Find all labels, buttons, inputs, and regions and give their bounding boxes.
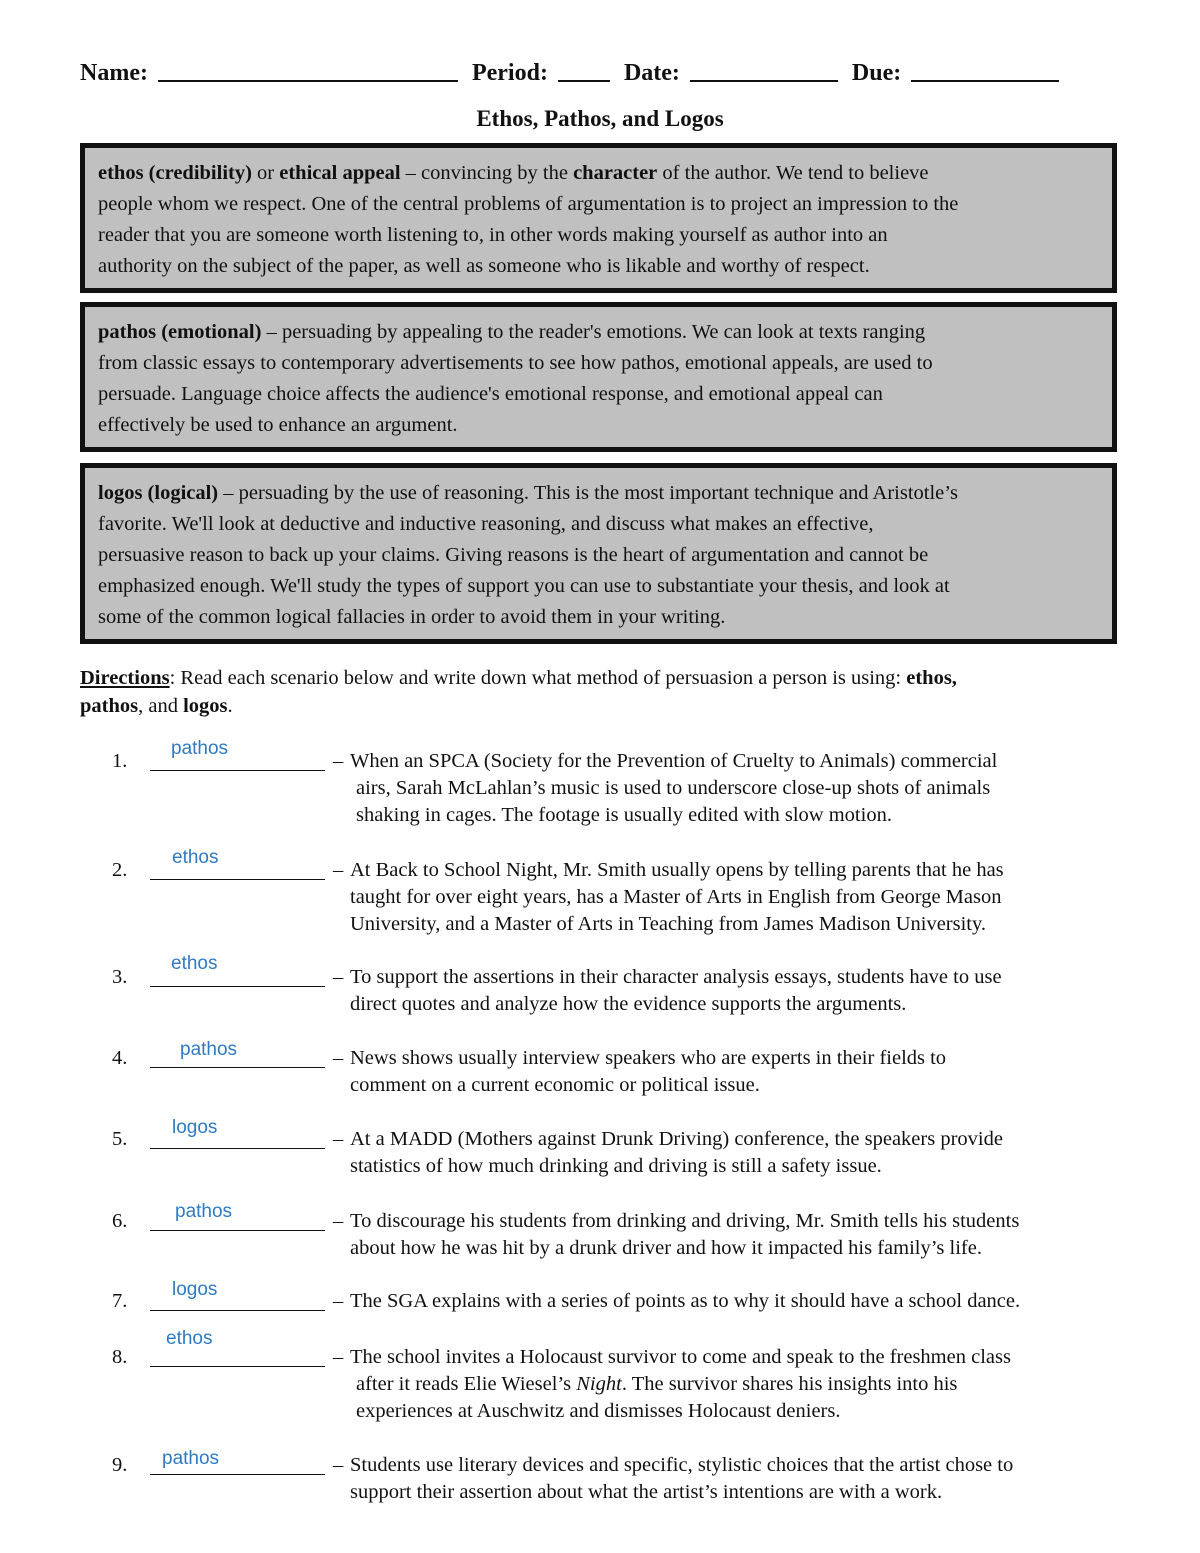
answer-1[interactable]: pathos xyxy=(171,738,229,759)
scenario-line: Students use literary devices and specific, stylistic choices that the artist chose to xyxy=(350,1454,1014,1476)
ethos-line-1: of the author. We tend to believe xyxy=(657,162,929,184)
scenario-line: taught for over eight years, has a Master of Arts in English from George Mason xyxy=(350,886,1002,908)
ethos-term: ethos (credibility) xyxy=(98,162,252,184)
scenario-line: direct quotes and analyze how the evidence supports the arguments. xyxy=(350,993,907,1015)
item-number: 5. xyxy=(112,1128,128,1150)
period-field[interactable] xyxy=(558,58,610,82)
header-fields xyxy=(80,58,1120,87)
date-field[interactable] xyxy=(690,58,838,82)
answer-blank[interactable] xyxy=(150,1454,325,1475)
directions-logos: logos xyxy=(183,695,228,717)
pathos-definition-box xyxy=(80,302,1117,452)
answer-blank[interactable] xyxy=(150,1290,325,1311)
answer-8[interactable]: ethos xyxy=(166,1328,213,1349)
book-title: Night xyxy=(576,1373,622,1395)
scenario-line: To support the assertions in their character analysis essays, students have to use xyxy=(350,966,1002,988)
dash: – xyxy=(333,859,344,881)
scenario-line: University, and a Master of Arts in Teaching from James Madison University. xyxy=(350,913,987,935)
scenario-text xyxy=(350,964,1140,1018)
scenario-line: At a MADD (Mothers against Drunk Driving) conference, the speakers provide xyxy=(350,1128,1003,1150)
due-label: Due: xyxy=(851,60,902,86)
scenario-line: To discourage his students from drinking and driving, Mr. Smith tells his students xyxy=(350,1210,1020,1232)
scenario-line: The school invites a Holocaust survivor to come and speak to the freshmen class xyxy=(350,1346,1011,1368)
logos-line-5: some of the common logical fallacies in order to avoid them in your writing. xyxy=(98,606,726,628)
logos-line-4: emphasized enough. We'll study the types of support you can use to substantiate your thesis, and look at xyxy=(98,575,950,597)
dash: – xyxy=(333,1346,344,1368)
pathos-line-3: persuade. Language choice affects the audience's emotional response, and emotional appeal can xyxy=(98,383,883,405)
pathos-line-1: – persuading by appealing to the reader's emotions. We can look at texts ranging xyxy=(261,321,926,343)
item-number: 6. xyxy=(112,1210,128,1232)
dash: – xyxy=(333,966,344,988)
item-number: 3. xyxy=(112,966,128,988)
scenario-line: airs, Sarah McLahlan’s music is used to underscore close-up shots of animals xyxy=(356,777,991,799)
scenario-line: News shows usually interview speakers who are experts in their fields to xyxy=(350,1047,947,1069)
name-label: Name: xyxy=(80,60,148,86)
date-label: Date: xyxy=(623,60,680,86)
answer-blank[interactable] xyxy=(150,859,325,880)
pathos-line-2: from classic essays to contemporary advertisements to see how pathos, emotional appeals, are used to xyxy=(98,352,933,374)
scenario-text xyxy=(350,1288,1140,1315)
page-title: Ethos, Pathos, and Logos xyxy=(476,106,724,131)
answer-9[interactable]: pathos xyxy=(162,1448,220,1469)
dash: – xyxy=(333,1047,344,1069)
logos-line-2: favorite. We'll look at deductive and inductive reasoning, and discuss what makes an effective, xyxy=(98,513,874,535)
item-number: 8. xyxy=(112,1346,128,1368)
scenario-line: At Back to School Night, Mr. Smith usually opens by telling parents that he has xyxy=(350,859,1004,881)
scenario-line-part: after it reads Elie Wiesel’s xyxy=(356,1373,577,1395)
answer-blank[interactable] xyxy=(150,1210,325,1231)
due-field[interactable] xyxy=(911,58,1059,82)
ethos-dash: – convincing by the xyxy=(400,162,574,184)
scenario-text xyxy=(350,1452,1140,1506)
scenario-line xyxy=(350,1371,1140,1398)
scenario-line: comment on a current economic or political issue. xyxy=(350,1074,760,1096)
directions-ethos: ethos, xyxy=(906,667,957,689)
answer-2[interactable]: ethos xyxy=(172,847,219,868)
answer-blank[interactable] xyxy=(150,1047,325,1068)
dash: – xyxy=(333,1290,344,1312)
ethos-line-2: people whom we respect. One of the central problems of argumentation is to project an impression to the xyxy=(98,193,959,215)
item-number: 4. xyxy=(112,1047,128,1069)
scenario-text xyxy=(350,857,1140,938)
directions-text: : Read each scenario below and write down what method of persuasion a person is using: xyxy=(169,667,907,689)
item-number: 1. xyxy=(112,750,128,772)
answer-blank[interactable] xyxy=(150,1128,325,1149)
dash: – xyxy=(333,1210,344,1232)
logos-line-1: – persuading by the use of reasoning. This is the most important technique and Aristotle’s xyxy=(218,482,958,504)
ethos-keyword: character xyxy=(573,162,658,184)
name-field[interactable] xyxy=(158,58,458,82)
answer-6[interactable]: pathos xyxy=(175,1201,233,1222)
scenario-line-part: . The survivor shares his insights into his xyxy=(621,1373,958,1395)
ethos-term2: ethical appeal xyxy=(279,162,401,184)
scenario-text xyxy=(350,1208,1140,1262)
dash: – xyxy=(333,1454,344,1476)
directions-label: Directions xyxy=(80,667,170,689)
scenario-text xyxy=(350,748,1140,829)
scenario-line: statistics of how much drinking and driving is still a safety issue. xyxy=(350,1155,882,1177)
answer-3[interactable]: ethos xyxy=(171,953,218,974)
ethos-or: or xyxy=(251,162,280,184)
logos-line-3: persuasive reason to back up your claims. Giving reasons is the heart of argumentation and cannot be xyxy=(98,544,929,566)
period-label: Period: xyxy=(471,60,548,86)
scenario-text xyxy=(350,1126,1140,1180)
answer-blank[interactable] xyxy=(150,750,325,771)
answer-blank[interactable] xyxy=(150,966,325,987)
ethos-line-3: reader that you are someone worth listening to, in other words making yourself as author into an xyxy=(98,224,888,246)
item-number: 9. xyxy=(112,1454,128,1476)
scenario-line: shaking in cages. The footage is usually edited with slow motion. xyxy=(356,804,892,826)
answer-7[interactable]: logos xyxy=(172,1279,218,1300)
scenario-line: about how he was hit by a drunk driver and how it impacted his family’s life. xyxy=(350,1237,982,1259)
directions-pathos: pathos xyxy=(80,695,139,717)
dash: – xyxy=(333,750,344,772)
item-number: 7. xyxy=(112,1290,128,1312)
answer-5[interactable]: logos xyxy=(172,1117,218,1138)
scenario-text xyxy=(350,1045,1140,1099)
scenario-line: experiences at Auschwitz and dismisses Holocaust deniers. xyxy=(356,1400,841,1422)
answer-blank[interactable] xyxy=(150,1346,325,1367)
logos-definition-box xyxy=(80,463,1117,644)
item-number: 2. xyxy=(112,859,128,881)
directions-and: , and xyxy=(138,695,184,717)
ethos-line-4: authority on the subject of the paper, as well as someone who is likable and worthy of respect. xyxy=(98,255,870,277)
pathos-term: pathos (emotional) xyxy=(98,321,262,343)
scenario-text xyxy=(350,1344,1140,1425)
pathos-line-4: effectively be used to enhance an argument. xyxy=(98,414,458,436)
ethos-definition-box xyxy=(80,143,1117,293)
answer-4[interactable]: pathos xyxy=(180,1039,238,1060)
scenario-line: The SGA explains with a series of points as to why it should have a school dance. xyxy=(350,1290,1021,1312)
dash: – xyxy=(333,1128,344,1150)
scenario-line: support their assertion about what the artist’s intentions are with a work. xyxy=(350,1481,943,1503)
logos-term: logos (logical) xyxy=(98,482,219,504)
directions xyxy=(80,664,1120,720)
scenario-line: When an SPCA (Society for the Prevention of Cruelty to Animals) commercial xyxy=(350,750,998,772)
directions-end: . xyxy=(227,695,233,717)
